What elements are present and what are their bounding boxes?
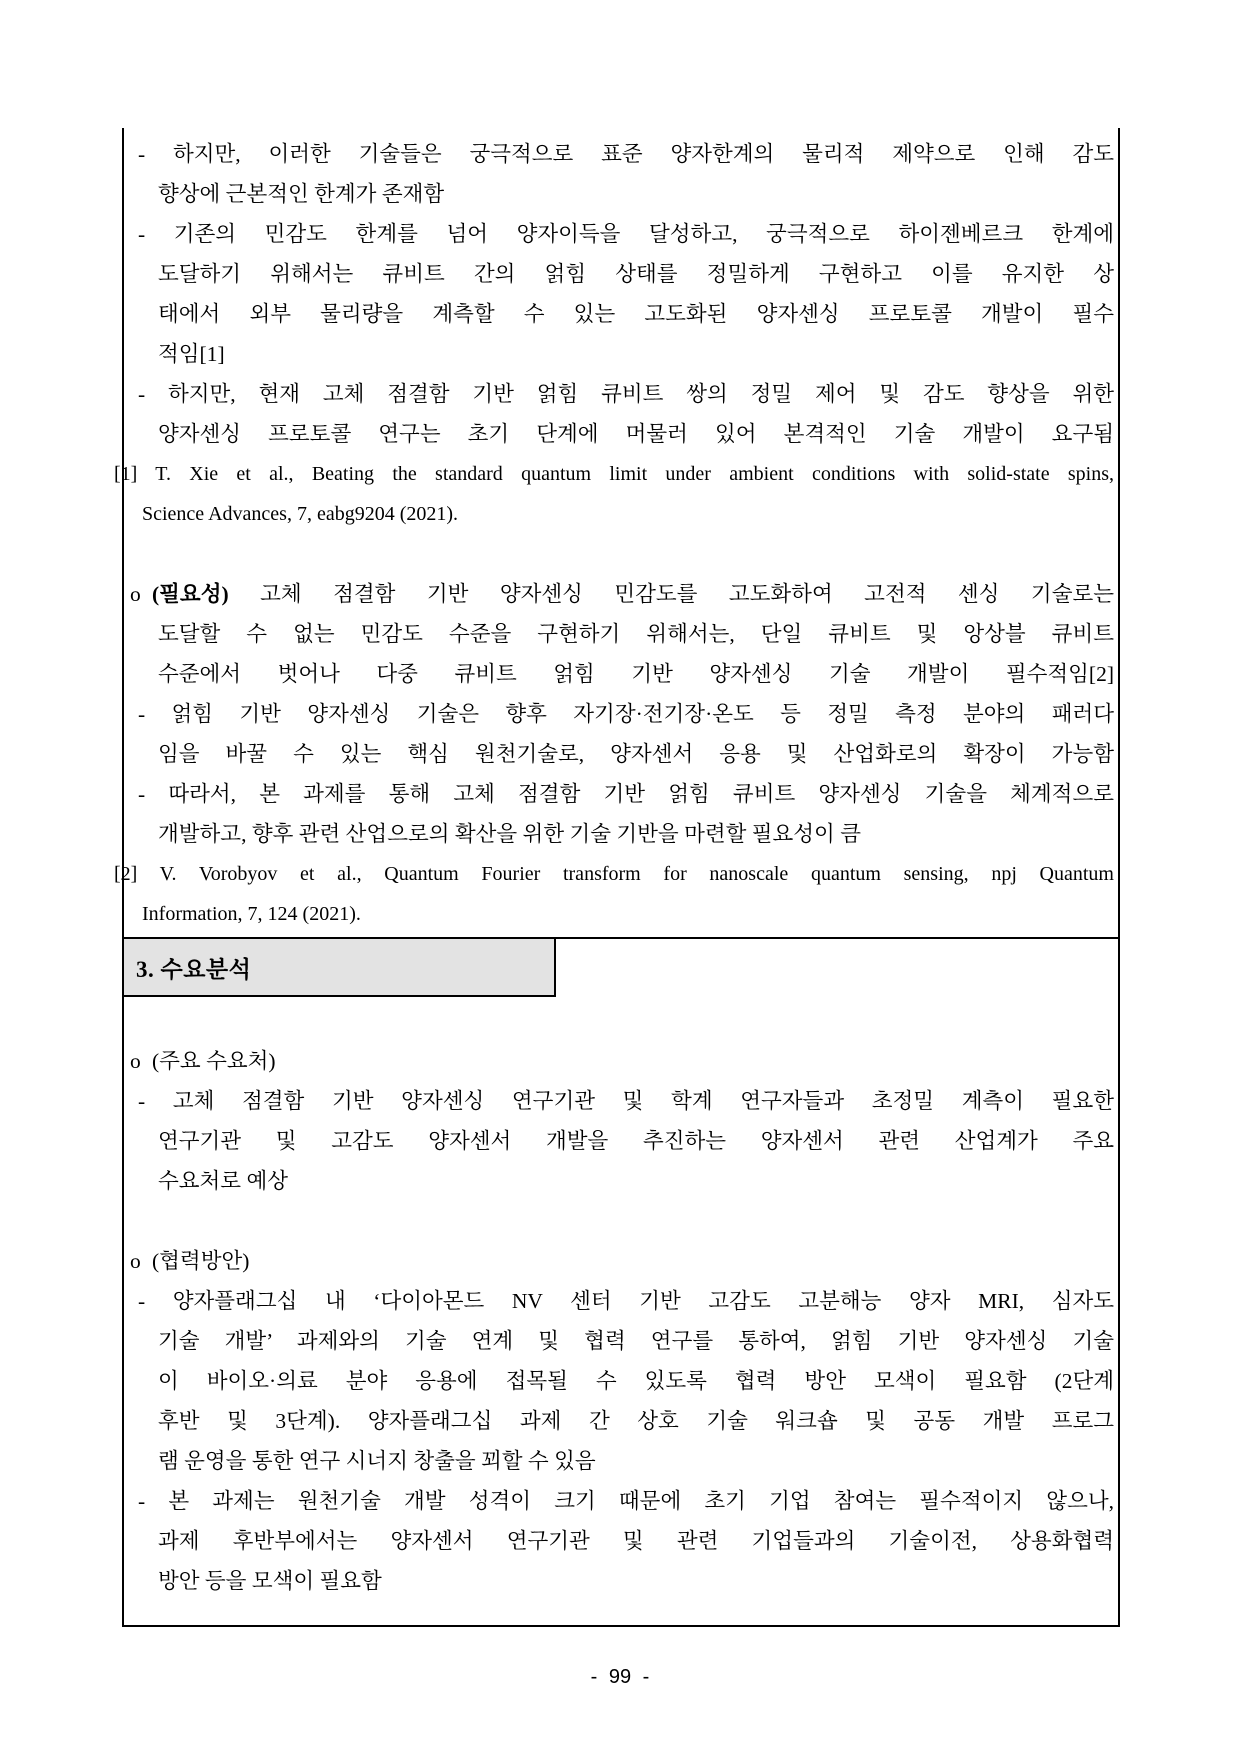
line-text: - 하지만, 이러한 기술들은 궁극적으로 표준 양자한계의 물리적 제약으로 인해 감도 <box>138 142 1114 166</box>
text-line <box>130 334 1114 374</box>
line-text: - 본 과제는 원천기술 개발 성격이 크기 때문에 초기 기업 참여는 필수적이지 않으나, <box>138 1489 1114 1513</box>
line-text: 도달할 수 없는 민감도 수준을 구현하기 위해서는, 단일 큐비트 및 앙상블 큐비트 <box>158 622 1114 646</box>
text-line <box>130 1401 1114 1441</box>
line-text: 향상에 근본적인 한계가 존재함 <box>158 182 445 206</box>
bullet-dash-line <box>130 374 1114 414</box>
reference-line <box>130 494 1114 534</box>
text-line <box>130 174 1114 214</box>
line-text: (주요 수요처) <box>152 1049 276 1073</box>
line-text: 양자센싱 프로토콜 연구는 초기 단계에 머물러 있어 본격적인 기술 개발이 요구됨 <box>158 422 1114 446</box>
line-text: 연구기관 및 고감도 양자센서 개발을 추진하는 양자센서 관련 산업계가 주요 <box>158 1129 1114 1153</box>
bullet-dash-line <box>130 1281 1114 1321</box>
line-text: (협력방안) <box>152 1249 250 1273</box>
line-text: 개발하고, 향후 관련 산업으로의 확산을 위한 기술 기반을 마련할 필요성이 큼 <box>158 822 861 846</box>
line-text: [1] T. Xie et al., Beating the standard quantum limit under ambient conditions with solid-state spins, <box>114 463 1114 485</box>
text-line <box>130 1361 1114 1401</box>
line-text: - 기존의 민감도 한계를 넘어 양자이득을 달성하고, 궁극적으로 하이젠베르크 한계에 <box>138 222 1114 246</box>
line-text: 램 운영을 통한 연구 시너지 창출을 꾀할 수 있음 <box>158 1449 596 1473</box>
reference-line <box>114 454 1114 494</box>
reference-line <box>114 854 1114 894</box>
list-bullet: o <box>130 582 141 606</box>
bullet-dash-line <box>130 1481 1114 1521</box>
line-text: 방안 등을 모색이 필요함 <box>158 1569 382 1593</box>
line-text: 도달하기 위해서는 큐비트 간의 얽힘 상태를 정밀하게 구현하고 이를 유지한 상 <box>158 262 1114 286</box>
line-text: - 하지만, 현재 고체 점결함 기반 얽힘 큐비트 쌍의 정밀 제어 및 감도 향상을 위한 <box>138 382 1114 406</box>
line-text: 후반 및 3단계). 양자플래그십 과제 간 상호 기술 워크숍 및 공동 개발 프로그 <box>158 1409 1114 1433</box>
line-text: [2] V. Vorobyov et al., Quantum Fourier transform for nanoscale quantum sensing, npj Quantum <box>114 863 1114 885</box>
page-number: - 99 - <box>590 1666 650 1688</box>
blank-line <box>130 1201 1114 1241</box>
bullet-circle-line <box>130 574 1114 614</box>
text-line <box>130 814 1114 854</box>
content-box-problem-and-need <box>114 128 1120 937</box>
bullet-circle-line <box>130 1041 1114 1081</box>
line-text: - 고체 점결함 기반 양자센싱 연구기관 및 학계 연구자들과 초정밀 계측이 필요한 <box>138 1089 1114 1113</box>
line-text: - 양자플래그십 내 ‘다이아몬드 NV 센터 기반 고감도 고분해능 양자 MRI, 심자도 <box>138 1289 1114 1313</box>
line-text: 이 바이오·의료 분야 응용에 접목될 수 있도록 협력 방안 모색이 필요함 (2단계 <box>158 1369 1114 1393</box>
text-line <box>130 1441 1114 1481</box>
text-line <box>130 414 1114 454</box>
line-text: 고체 점결함 기반 양자센싱 민감도를 고도화하여 고전적 센싱 기술로는 <box>260 582 1114 606</box>
text-line <box>130 1561 1114 1601</box>
text-line <box>130 734 1114 774</box>
line-text: Information, 7, 124 (2021). <box>142 903 361 925</box>
line-text: 적임[1] <box>158 342 225 366</box>
line-text: Science Advances, 7, eabg9204 (2021). <box>142 503 459 525</box>
text-line <box>130 1161 1114 1201</box>
reference-line <box>130 894 1114 934</box>
list-bullet: o <box>130 1049 141 1073</box>
line-text: - 따라서, 본 과제를 통해 고체 점결함 기반 얽힘 큐비트 양자센싱 기술을 체계적으로 <box>138 782 1114 806</box>
bullet-circle-line <box>130 1241 1114 1281</box>
line-text: - 얽힘 기반 양자센싱 기술은 향후 자기장·전기장·온도 등 정밀 측정 분야의 패러다 <box>138 702 1114 726</box>
bullet-dash-line <box>130 694 1114 734</box>
line-text: 태에서 외부 물리량을 계측할 수 있는 고도화된 양자센싱 프로토콜 개발이 필수 <box>158 302 1114 326</box>
text-line <box>130 1321 1114 1361</box>
line-text: 수준에서 벗어나 다중 큐비트 얽힘 기반 양자센싱 기술 개발이 필수적임[2] <box>158 662 1114 686</box>
line-text: 과제 후반부에서는 양자센서 연구기관 및 관련 기업들과의 기술이전, 상용화협력 <box>158 1529 1114 1553</box>
line-text: 기술 개발’ 과제와의 기술 연계 및 협력 연구를 통하여, 얽힘 기반 양자센싱 기술 <box>158 1329 1114 1353</box>
blank-line <box>130 534 1114 574</box>
content-box-demand-analysis <box>122 937 1120 1627</box>
text-line <box>130 1121 1114 1161</box>
bullet-dash-line <box>130 134 1114 174</box>
section-header-label: 3. 수요분석 <box>136 956 252 982</box>
bullet-dash-line <box>130 1081 1114 1121</box>
text-line <box>130 1521 1114 1561</box>
section-header-demand-analysis <box>122 937 556 997</box>
text-line <box>130 614 1114 654</box>
text-line <box>130 254 1114 294</box>
line-text: 수요처로 예상 <box>158 1169 288 1193</box>
bullet-dash-line <box>130 774 1114 814</box>
bullet-dash-line <box>130 214 1114 254</box>
bold-inline-label: (필요성) <box>152 582 229 606</box>
line-text: 임을 바꿀 수 있는 핵심 원천기술로, 양자센서 응용 및 산업화로의 확장이 가능함 <box>158 742 1114 766</box>
text-line <box>130 654 1114 694</box>
text-line <box>130 294 1114 334</box>
list-bullet: o <box>130 1249 141 1273</box>
